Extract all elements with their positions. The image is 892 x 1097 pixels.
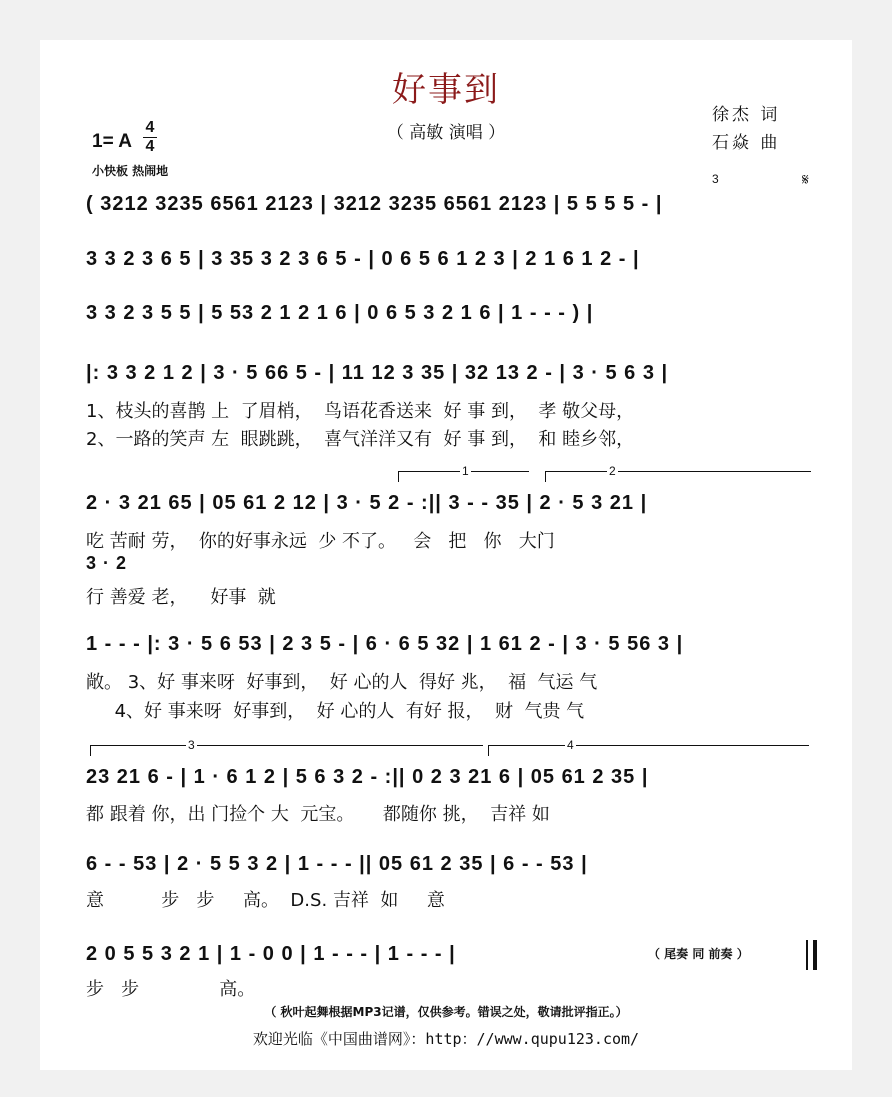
volta-label-4: 4 bbox=[567, 738, 574, 752]
lyric-line-5: 敞。 3、好 事来呀 好事到， 好 心的人 得好 兆， 福 气运 气 bbox=[86, 672, 598, 693]
lyric-line-3: 吃 苦耐 劳， 你的好事永远 少 不了。 会 把 你 大门 bbox=[86, 531, 555, 552]
lyric-line-1: 1、枝头的喜鹊 上 了眉梢， 鸟语花香送来 好 事 到， 孝 敬父母， bbox=[86, 401, 635, 422]
lyric-line-2: 2、一路的笑声 左 眼跳跳， 喜气洋洋又有 好 事 到， 和 睦乡邻， bbox=[86, 429, 635, 450]
site-footer: 欢迎光临《中国曲谱网》：http：//www.qupu123.com/ bbox=[252, 1030, 640, 1048]
staff-line-8: 23 21 6 - | 1 · 6 1 2 | 5 6 3 2 - :|| 0 2 3 21 6 | 05 61 2 35 | bbox=[86, 766, 649, 788]
lyric-line-4: 行 善爱 老， 好事 就 bbox=[86, 587, 276, 608]
volta-label-1: 1 bbox=[462, 464, 469, 478]
staff-line-10: 2 0 5 5 3 2 1 | 1 - 0 0 | 1 - - - | 1 - - - | bbox=[86, 943, 456, 965]
lyric-line-9: 步 步 高。 bbox=[86, 979, 256, 1000]
song-title: 好事到 bbox=[392, 70, 500, 110]
volta-bracket-2 bbox=[545, 471, 811, 482]
singer-line: （ 高敏 演唱 ） bbox=[386, 123, 506, 143]
staff-line-1: ( 3212 3235 6561 2123 | 3212 3235 6561 2123 | 5 5 5 5 - | bbox=[86, 193, 663, 215]
volta-bracket-3 bbox=[90, 745, 483, 756]
staff-line-6: 3 · 2 bbox=[86, 553, 128, 573]
final-barline bbox=[806, 940, 817, 970]
key-signature: 1= A bbox=[92, 131, 132, 152]
lyric-line-6: 4、好 事来呀 好事到， 好 心的人 有好 报， 财 气贵 气 bbox=[86, 701, 585, 722]
time-signature bbox=[143, 120, 157, 155]
transcription-note: （ 秋叶起舞根据MP3记谱，仅供参考。错误之处，敬请批评指正。） bbox=[264, 1005, 628, 1019]
staff-line-2: 3 3 2 3 6 5 | 3 35 3 2 3 6 5 - | 0 6 5 6 1 2 3 | 2 1 6 1 2 - | bbox=[86, 248, 640, 270]
time-signature-bottom: 4 bbox=[145, 138, 155, 155]
staff-line-7: 1 - - - |: 3 · 5 6 53 | 2 3 5 - | 6 · 6 5 32 | 1 61 2 - | 3 · 5 56 3 | bbox=[86, 633, 684, 655]
segno-mark: 𝄋 bbox=[802, 172, 809, 189]
staff-line-3: 3 3 2 3 5 5 | 5 53 2 1 2 1 6 | 0 6 5 3 2 1 6 | 1 - - - ) | bbox=[86, 302, 594, 324]
lyric-line-7: 都 跟着 你，出 门捡个 大 元宝。 都随你 挑， 吉祥 如 bbox=[86, 804, 550, 825]
volta-bracket-4 bbox=[488, 745, 809, 756]
time-signature-top: 4 bbox=[145, 119, 155, 136]
staff-line-5: 2 · 3 21 65 | 05 61 2 12 | 3 · 5 2 - :|| 3 - - 35 | 2 · 5 3 21 | bbox=[86, 492, 648, 514]
lyricist-credit: 徐杰 词 bbox=[712, 105, 781, 125]
tempo-marking: 小快板 热闹地 bbox=[92, 164, 169, 178]
volta-label-2: 2 bbox=[609, 464, 616, 478]
triplet-mark: 3 bbox=[712, 172, 719, 186]
composer-credit: 石焱 曲 bbox=[712, 133, 781, 153]
volta-label-3: 3 bbox=[188, 738, 195, 752]
staff-line-9: 6 - - 53 | 2 · 5 5 3 2 | 1 - - - || 05 61 2 35 | 6 - - 53 | bbox=[86, 853, 588, 875]
outro-note: （ 尾奏 同 前奏 ） bbox=[648, 947, 749, 961]
staff-line-4: |: 3 3 2 1 2 | 3 · 5 66 5 - | 11 12 3 35 | 32 13 2 - | 3 · 5 6 3 | bbox=[86, 362, 669, 384]
lyric-line-8: 意 步 步 高。 D.S. 吉祥 如 意 bbox=[86, 890, 445, 911]
